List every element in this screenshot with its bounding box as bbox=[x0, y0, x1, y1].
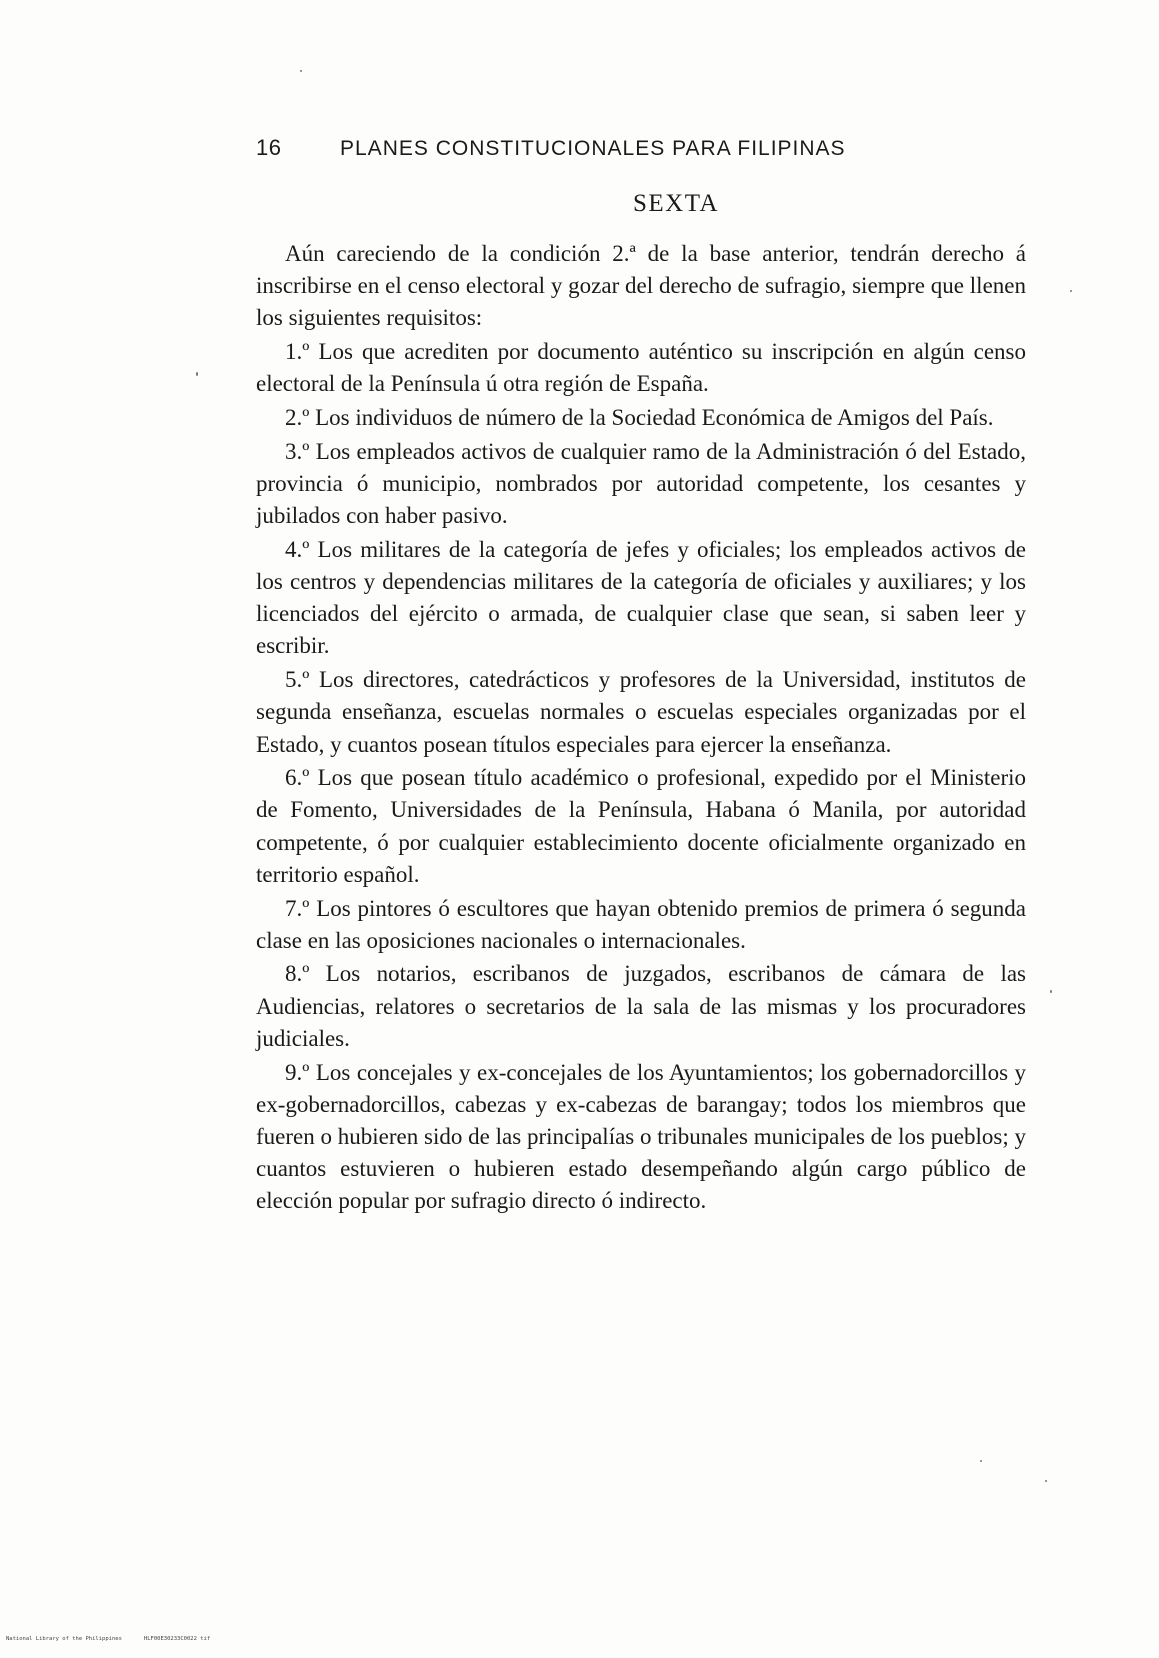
paragraph-item-5: 5.º Los directores, catedrácticos y profesores de la Universidad, institutos de segunda enseñanza, escuelas normales o escuelas especiales organizadas por el Estado, y cuantos posean títulos especiales para ejercer la enseñanza. bbox=[256, 667, 1026, 757]
scan-speck bbox=[300, 70, 302, 72]
page-number: 16 bbox=[256, 135, 282, 160]
running-head bbox=[256, 135, 1026, 169]
paragraph-item-2: 2.º Los individuos de número de la Sociedad Económica de Amigos del País. bbox=[285, 405, 994, 431]
scan-speck bbox=[1070, 290, 1072, 292]
paragraph-intro: Aún careciendo de la condición 2.ª de la base anterior, tendrán derecho á inscribirse en el censo electoral y gozar del derecho de sufragio, siempre que llenen los siguientes requisitos: bbox=[256, 241, 1026, 331]
scan-footer bbox=[6, 1636, 406, 1642]
footer-library: National Library of the Philippines bbox=[6, 1636, 122, 1642]
body-text bbox=[256, 238, 1026, 1219]
paragraph-item-3: 3.º Los empleados activos de cualquier ramo de la Administración ó del Estado, provincia ó municipio, nombrados por autoridad competente, los cesantes y jubilados con haber pasivo. bbox=[256, 438, 1026, 529]
scan-speck bbox=[1050, 990, 1052, 993]
scan-speck bbox=[980, 1460, 982, 1462]
section-title: SEXTA bbox=[632, 190, 720, 217]
scan-speck bbox=[1045, 1480, 1047, 1482]
scan-speck bbox=[196, 372, 198, 376]
paragraph-item-4: 4.º Los militares de la categoría de jefes y oficiales; los empleados activos de los centros y dependencias militares de la categoría de oficiales y auxiliares; y los licenciados del ejército o armada, de cualquier clase que sean, si saben leer y escribir. bbox=[256, 536, 1026, 659]
paragraph-item-6: 6.º Los que posean título académico o profesional, expedido por el Ministerio de Fomento, Universidades de la Península, Habana ó Manila, por autoridad competente, ó por cualquier establecimiento docente oficialmente organizado en territorio español. bbox=[256, 765, 1026, 887]
paragraph-item-1: 1.º Los que acrediten por documento auténtico su inscripción en algún censo electoral de la Península ú otra región de España. bbox=[256, 339, 1026, 397]
footer-code: HLF00E30233C0022 tif bbox=[143, 1636, 211, 1642]
paragraph-item-8: 8.º Los notarios, escribanos de juzgados, escribanos de cámara de las Audiencias, relatores o secretarios de la sala de las mismas y los procuradores judiciales. bbox=[256, 961, 1026, 1051]
running-title: PLANES CONSTITUCIONALES PARA FILIPINAS bbox=[340, 137, 846, 160]
paragraph-item-7: 7.º Los pintores ó escultores que hayan obtenido premios de primera ó segunda clase en las oposiciones nacionales o internacionales. bbox=[256, 895, 1026, 953]
paragraph-item-9: 9.º Los concejales y ex-concejales de los Ayuntamientos; los gobernadorcillos y ex-gobernadorcillos, cabezas y ex-cabezas de barangay; todos los miembros que fueren o hubieren sido de las principalías o tribunales municipales de los pueblos; y cuantos estuvieren o hubieren estado desempeñando algún cargo público de elección popular por sufragio directo ó indirecto. bbox=[256, 1059, 1026, 1214]
